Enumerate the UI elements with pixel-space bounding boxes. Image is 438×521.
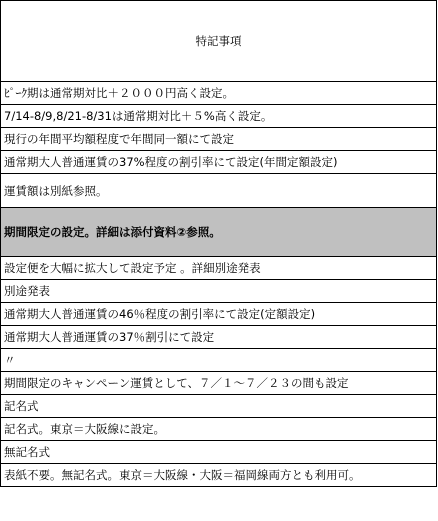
table-row	[1, 105, 437, 128]
table-row	[1, 151, 437, 174]
table-row	[1, 349, 437, 372]
table-row	[1, 82, 437, 105]
table-row-highlighted	[1, 208, 437, 257]
table-row	[1, 326, 437, 349]
table-row	[1, 464, 437, 487]
note-cell: 運賃額は別紙参照。	[1, 174, 437, 208]
table-header-row	[1, 1, 437, 82]
table-row	[1, 418, 437, 441]
note-cell: 記名式。東京＝大阪線に設定。	[1, 418, 437, 441]
table-row	[1, 303, 437, 326]
table-row	[1, 128, 437, 151]
ditto-cell: 〃	[1, 349, 437, 372]
note-cell: 期間限定のキャンペーン運賃として、７／１～７／２３の間も設定	[1, 372, 437, 395]
table-row	[1, 174, 437, 208]
note-cell: 別途発表	[1, 280, 437, 303]
table-row	[1, 395, 437, 418]
table-row	[1, 257, 437, 280]
note-cell: 表紙不要。無記名式。東京＝大阪線・大阪＝福岡線両方とも利用可。	[1, 464, 437, 487]
note-cell: 通常期大人普通運賃の37%程度の割引率にて設定(年間定額設定)	[1, 151, 437, 174]
column-header: 特記事項	[1, 1, 437, 82]
note-cell: 無記名式	[1, 441, 437, 464]
note-cell: 記名式	[1, 395, 437, 418]
table-row	[1, 441, 437, 464]
note-cell: 現行の年間平均額程度で年間同一額にて設定	[1, 128, 437, 151]
table-row	[1, 280, 437, 303]
note-cell: ﾋﾟｰｸ期は通常期対比＋２０００円高く設定。	[1, 82, 437, 105]
highlighted-note-cell: 期間限定の設定。詳細は添付資料②参照。	[1, 208, 437, 257]
table-row	[1, 372, 437, 395]
note-cell: 7/14-8/9,8/21-8/31は通常期対比＋５%高く設定。	[1, 105, 437, 128]
note-cell: 通常期大人普通運賃の46％程度の割引率にて設定(定額設定)	[1, 303, 437, 326]
note-cell: 設定便を大幅に拡大して設定予定 。詳細別途発表	[1, 257, 437, 280]
note-cell: 通常期大人普通運賃の37％割引にて設定	[1, 326, 437, 349]
